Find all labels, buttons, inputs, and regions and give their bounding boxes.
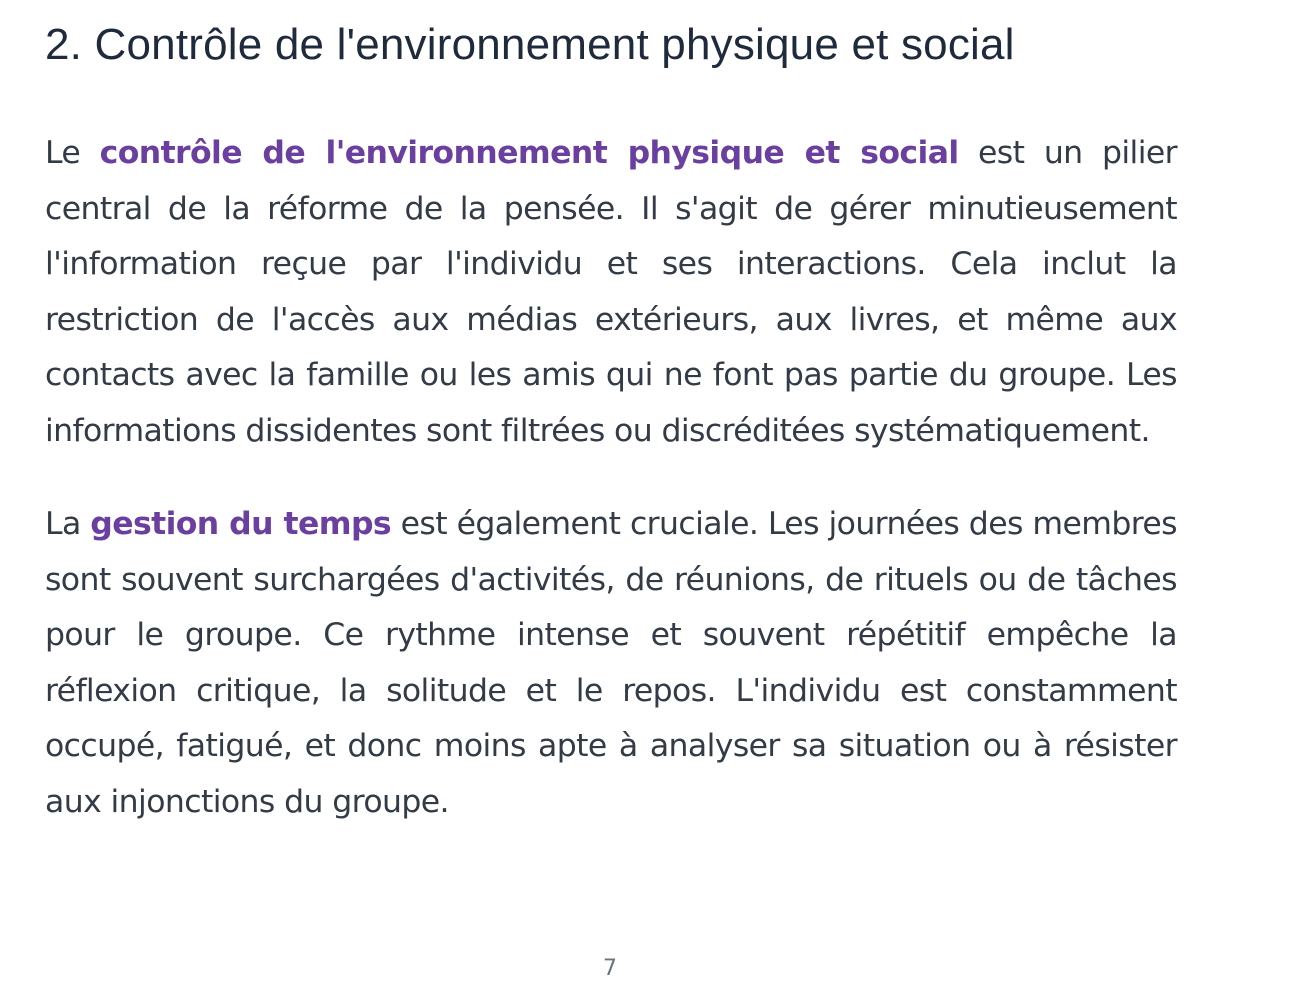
paragraph-time-management xyxy=(45,497,1177,830)
paragraph-environment-control xyxy=(45,126,1177,459)
page-number: 7 xyxy=(603,956,617,981)
paragraph-prefix: Le xyxy=(45,135,100,171)
highlight-term: gestion du temps xyxy=(90,506,392,542)
highlight-term: contrôle de l'environnement physique et social xyxy=(99,135,959,171)
paragraph-body: est également cruciale. Les journées des membres sont souvent surchargées d'activités, de réunions, de rituels ou de tâches pour le groupe. Ce rythme intense et souvent répétitif empêche la réflexion critique, la solitude et le repos. L'individu est constamment occupé, fatigué, et donc moins apte à analyser sa situation ou à résister aux injonctions du groupe. xyxy=(45,506,1177,820)
section-title: 2. Contrôle de l'environnement physique et social xyxy=(45,20,1015,69)
paragraph-body: est un pilier central de la réforme de la pensée. Il s'agit de gérer minutieusement l'information reçue par l'individu et ses interactions. Cela inclut la restriction de l'accès aux médias extérieurs, aux livres, et même aux contacts avec la famille ou les amis qui ne font pas partie du groupe. Les informations dissidentes sont filtrées ou discréditées systématiquement. xyxy=(45,135,1177,449)
paragraph-prefix: La xyxy=(45,506,91,542)
document-page xyxy=(45,0,1177,830)
